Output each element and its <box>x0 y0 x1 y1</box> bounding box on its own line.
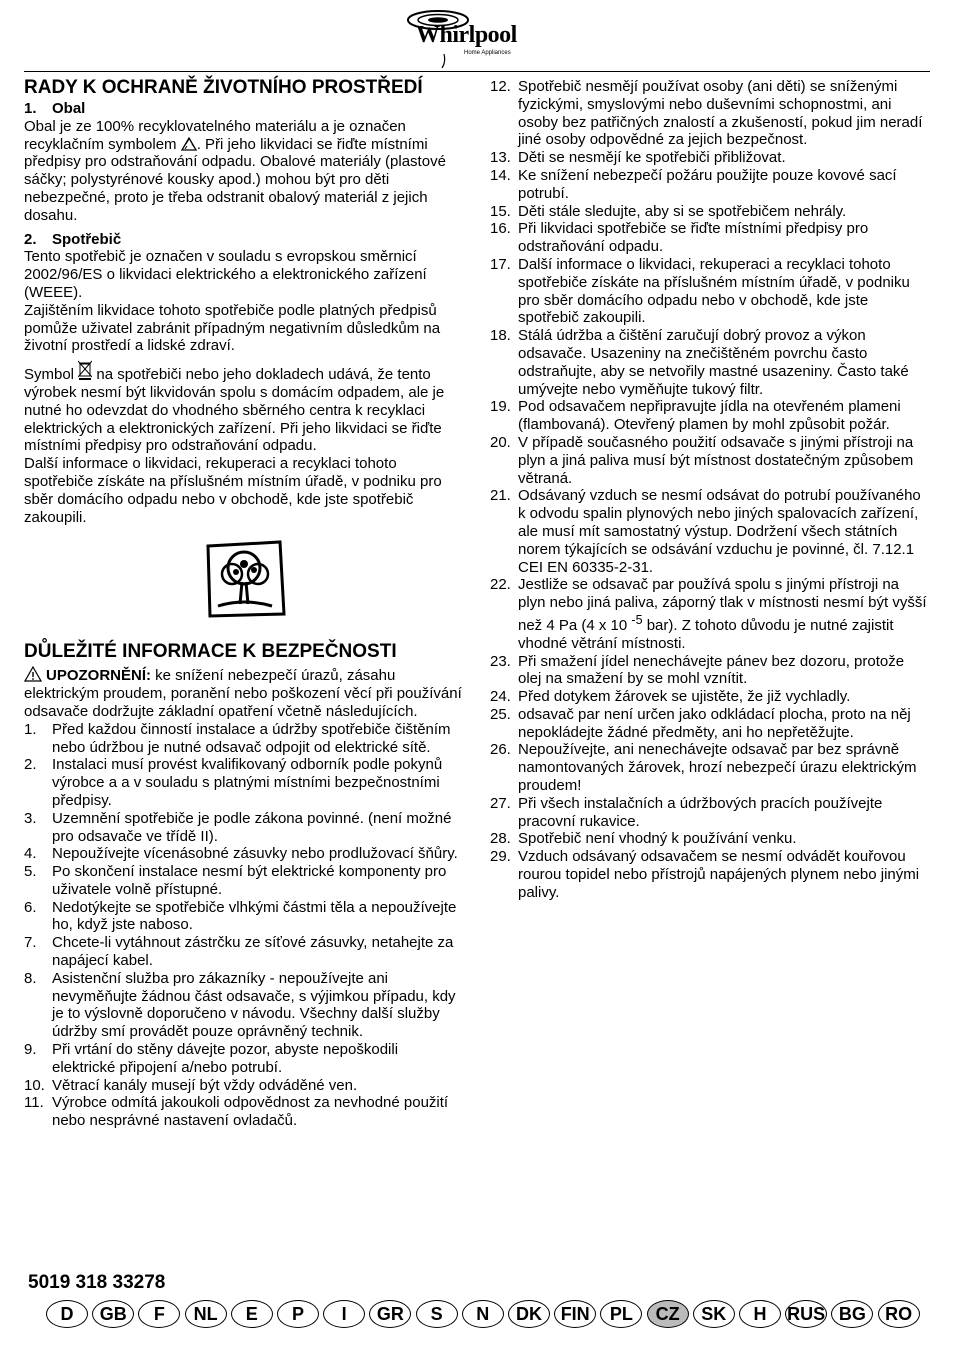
list-item <box>24 1094 464 1130</box>
list-item <box>490 830 930 848</box>
appliance-text-2: Zajištěním likvidace tohoto spotřebiče podle platných předpisů pomůže uživatel zabránit případným negativním důsledkům na životní prostředí a lidské zdraví. <box>24 301 441 355</box>
language-bg-button[interactable]: BG <box>831 1300 873 1328</box>
section-title: Spotřebič <box>52 230 122 248</box>
list-item <box>490 487 930 576</box>
item-text <box>518 576 927 651</box>
environment-tree-icon <box>204 540 286 618</box>
item-text: Při smažení jídel nenechávejte pánev bez dozoru, protože olej na smažení by se mohl vznítit. <box>518 652 905 688</box>
item-number: 27. <box>490 794 511 812</box>
item-number: 26. <box>490 741 511 759</box>
language-f-button[interactable]: F <box>138 1300 180 1328</box>
list-item <box>24 845 464 863</box>
item-text-b: bar). Z tohoto důvodu je nutné zajistit vhodné větrání místnosti. <box>518 616 894 652</box>
safety-title: DŮLEŽITÉ INFORMACE K BEZPEČNOSTI <box>24 641 397 663</box>
item-text: V případě současného použití odsavače s jinými přístroji na plyn a jiná paliva musí být místnost dostatečným způsobem větraná. <box>518 433 914 487</box>
whirlpool-logo <box>404 6 530 68</box>
list-item <box>490 149 930 167</box>
item-text: Odsávaný vzduch se nesmí odsávat do potrubí používaného k odvodu spalin plynových nebo jiných spalovacích zařízení, ale musí mít samostatný výstup. Dodržení všech státních norem týkajících se odsávání vzduchu je povinné, čl. 7.12.1 CEI EN 60335-2-31. <box>518 487 921 576</box>
weee-bin-icon <box>78 359 92 381</box>
product-code: 5019 318 33278 <box>28 1272 166 1293</box>
item-number: 28. <box>490 830 511 848</box>
item-number: 12. <box>490 78 511 95</box>
item-number: 25. <box>490 705 511 723</box>
left-column <box>24 78 464 1130</box>
item-number: 16. <box>490 220 511 238</box>
item-number: 6. <box>24 898 37 916</box>
language-s-button[interactable]: S <box>416 1300 458 1328</box>
item-number: 10. <box>24 1076 45 1094</box>
packaging-text <box>24 118 464 225</box>
language-dk-button[interactable]: DK <box>508 1300 550 1328</box>
language-sk-button[interactable]: SK <box>693 1300 735 1328</box>
list-item <box>24 721 464 757</box>
item-number: 7. <box>24 934 37 952</box>
list-item <box>490 576 930 652</box>
language-n-button[interactable]: N <box>462 1300 504 1328</box>
item-text: Další informace o likvidaci, rekuperaci a recyklaci tohoto spotřebiče získáte na příslušném místním úřadě, v podniku pro sběr domácího odpadu nebo v obchodě, kde jste spotřebič zakoupili. <box>518 255 910 327</box>
item-text: Nepoužívejte vícenásobné zásuvky nebo prodlužovací šňůry. <box>52 845 458 863</box>
list-item <box>24 863 464 899</box>
section-appliance-heading <box>24 231 464 249</box>
packaging-text-a: Obal je ze 100% recyklovatelného materiálu a je označen recyklačním symbolem <box>24 117 406 153</box>
language-cz-button[interactable]: CZ <box>647 1300 689 1328</box>
item-text: Při likvidaci spotřebiče se řiďte místními předpisy pro odstraňování odpadu. <box>518 220 869 256</box>
language-nl-button[interactable]: NL <box>185 1300 227 1328</box>
item-text: Před každou činností instalace a údržby spotřebiče čištěním nebo údržbou je nutné odsavač odpojit od elektrické sítě. <box>52 720 451 756</box>
list-item <box>24 810 464 846</box>
appliance-text-3a: Symbol <box>24 366 79 384</box>
item-text: Nedotýkejte se spotřebiče vlhkými částmi těla a nepoužívejte ho, když jste naboso. <box>52 898 457 934</box>
language-p-button[interactable]: P <box>277 1300 319 1328</box>
item-text: Při vrtání do stěny dávejte pozor, abyste nepoškodili elektrické připojení a/nebo potrubí. <box>52 1041 399 1076</box>
item-number: 2. <box>24 756 37 774</box>
item-text: Instalaci musí provést kvalifikovaný odborník podle pokynů výrobce a a v souladu s platnými místními bezpečnostními předpisy. <box>52 756 443 809</box>
item-text: Děti stále sledujte, aby si se spotřebičem nehrály. <box>518 202 847 220</box>
item-number: 1. <box>24 720 37 738</box>
appliance-text-3b: na spotřebiči nebo jeho dokladech udává, že tento výrobek nesmí být likvidován spolu s domácím odpadem, ale je nutné ho odevzdat do vhodného sběrného centra k recyklaci elektrických a elektronických zařízení. Při jeho likvidaci se řiďte místními předpisy pro odstraňování odpadu. <box>24 366 445 455</box>
language-ro-button[interactable]: RO <box>878 1300 920 1328</box>
list-item <box>490 256 930 327</box>
item-text: Větrací kanály musejí být vždy odváděné ven. <box>52 1076 358 1094</box>
item-text: Nepoužívejte, ani nenechávejte odsavač par bez správně namontovaných žárovek, hrozí nebezpečí úrazu elektrickým proudem! <box>518 741 917 795</box>
exponent: -5 <box>631 612 643 627</box>
item-text: Chcete-li vytáhnout zástrčku ze síťové zásuvky, netahejte za napájecí kabel. <box>52 934 454 970</box>
language-selector <box>46 1300 926 1330</box>
item-text: Při všech instalačních a údržbových pracích používejte pracovní rukavice. <box>518 794 883 830</box>
appliance-text-1: Tento spotřebič je označen v souladu s evropskou směrnicí 2002/96/ES o likvidaci elektrického a elektronického zařízení (WEEE). <box>24 248 427 301</box>
header-rule <box>24 71 930 72</box>
item-number: 14. <box>490 166 511 184</box>
item-number: 21. <box>490 487 511 505</box>
list-item <box>24 899 464 935</box>
section-title: Obal <box>52 100 86 117</box>
list-item <box>490 203 930 221</box>
list-item <box>490 398 930 434</box>
list-item <box>490 741 930 794</box>
item-number: 8. <box>24 969 37 987</box>
item-number: 22. <box>490 576 511 594</box>
right-column <box>490 78 930 902</box>
list-item <box>490 653 930 689</box>
list-item <box>490 220 930 256</box>
language-gr-button[interactable]: GR <box>369 1300 411 1328</box>
item-number: 23. <box>490 652 511 670</box>
warning-text: ke snížení nebezpečí úrazů, zásahu elektrickým proudem, poranění nebo poškození věcí při používání odsavače dodržujte základní opatření včetně následujících. <box>24 667 462 720</box>
section-number: 2. <box>24 230 37 248</box>
list-item <box>24 1077 464 1095</box>
item-text: odsavač par není určen jako odkládací plocha, proto na něj nepokládejte žádné předměty, ani ho nepřetěžujte. <box>518 705 911 741</box>
item-text: Před dotykem žárovek se ujistěte, že již vychladly. <box>518 688 851 706</box>
brand-subtitle: Home Appliances <box>464 50 511 56</box>
item-number: 20. <box>490 433 511 451</box>
list-item <box>24 1041 464 1077</box>
recycle-icon <box>181 137 197 151</box>
brand-wordmark: Whirlpool <box>416 22 517 48</box>
item-number: 4. <box>24 845 37 863</box>
packaging-text-b: . Při jeho likvidaci se řiďte místními předpisy pro odstraňování odpadu. Obalové materiály (plastové sáčky; polystyrénové kousky apod.) mohou být pro děti nebezpečné, proto je třeba odstranit obalový materiál z jejich dosahu. <box>24 135 446 224</box>
item-text: Po skončení instalace nesmí být elektrické komponenty pro uživatele volně přístupné. <box>52 863 447 898</box>
language-rus-button[interactable]: RUS <box>785 1300 827 1328</box>
item-number: 29. <box>490 848 511 866</box>
item-number: 19. <box>490 398 511 416</box>
language-i-button[interactable]: I <box>323 1300 365 1328</box>
item-text: Děti se nesmějí ke spotřebiči přibližovat. <box>518 149 786 167</box>
list-item <box>490 706 930 742</box>
item-text: Asistenční služba pro zákazníky - nepoužívejte ani nevyměňujte žádnou část odsavače, s výjimkou případu, kdy je to výslovně doporučeno v návodu. Všechny další služby údržby smí provádět pouze oprávněný technik. <box>52 969 456 1041</box>
item-number: 5. <box>24 863 37 881</box>
safety-warning <box>24 666 464 720</box>
item-number: 13. <box>490 149 511 167</box>
list-item <box>490 848 930 901</box>
item-text: Stálá údržba a čištění zaručují dobrý provoz a výkon odsavače. Usazeniny na znečištěném povrchu často odstraňujte, aby se netvořily mastné usazeniny. Často také umývejte nebo vyměňujte tukový filtr. <box>518 327 909 398</box>
item-number: 24. <box>490 688 511 706</box>
safety-list-left <box>24 721 464 1130</box>
list-item <box>490 327 930 398</box>
list-item <box>490 795 930 831</box>
list-item <box>24 756 464 809</box>
item-number: 9. <box>24 1041 37 1059</box>
list-item <box>490 167 930 203</box>
language-d-button[interactable]: D <box>46 1300 88 1328</box>
language-gb-button[interactable]: GB <box>92 1300 134 1328</box>
list-item <box>490 78 930 149</box>
item-text: Ke snížení nebezpečí požáru použijte pouze kovové sací potrubí. <box>518 166 897 202</box>
list-item <box>24 934 464 970</box>
appliance-text-4: Další informace o likvidaci, rekuperaci a recyklaci tohoto spotřebiče získáte na příslušném místním úřadě, v podniku pro sběr domácího odpadu nebo v obchodě, kde jste spotřebič zakoupili. <box>24 455 442 526</box>
section-packaging-heading <box>24 100 464 118</box>
item-text: Výrobce odmítá jakoukoli odpovědnost za nevhodné použití nebo nesprávné nastavení ovladačů. <box>52 1094 449 1130</box>
list-item <box>24 970 464 1041</box>
warning-label: UPOZORNĚNÍ: <box>46 667 151 685</box>
item-text-a: Jestliže se odsavač par používá spolu s jinými přístroji na plyn nebo jiná paliva, záporný tlak v místnosti nesmí být vyšší než 4 Pa (4 x 10 <box>518 576 927 634</box>
list-item <box>490 434 930 487</box>
item-text: Uzemnění spotřebiče je podle zákona povinné. (není možné pro odsavače ve třídě II). <box>52 809 452 845</box>
item-text: Spotřebič není vhodný k používání venku. <box>518 830 797 848</box>
section-number: 1. <box>24 100 37 117</box>
warning-icon <box>24 666 42 682</box>
item-number: 15. <box>490 202 511 220</box>
item-text: Pod odsavačem nepřipravujte jídla na otevřeném plameni (flambovaná). Otevřený plamen by mohl způsobit požár. <box>518 398 901 434</box>
appliance-text-3 <box>24 359 464 455</box>
env-title: RADY K OCHRANĚ ŽIVOTNÍHO PROSTŘEDÍ <box>24 77 423 98</box>
language-e-button[interactable]: E <box>231 1300 273 1328</box>
item-number: 18. <box>490 327 511 345</box>
list-item <box>490 688 930 706</box>
safety-list-right <box>490 78 930 902</box>
item-number: 17. <box>490 255 511 273</box>
language-pl-button[interactable]: PL <box>600 1300 642 1328</box>
language-fin-button[interactable]: FIN <box>554 1300 596 1328</box>
language-h-button[interactable]: H <box>739 1300 781 1328</box>
item-text: Vzduch odsávaný odsavačem se nesmí odvádět kouřovou rourou topidel nebo přístrojů napájených plynem nebo jinými palivy. <box>518 848 920 901</box>
item-number: 11. <box>24 1094 44 1112</box>
item-number: 3. <box>24 809 37 827</box>
item-text: Spotřebič nesmějí používat osoby (ani děti) se sníženými fyzickými, smyslovými nebo duševními schopnostmi, ani osoby bez patřičných znalostí a zkušeností, pokud jim neradí jiné osoby odpovědné za jejich bezpečnost. <box>518 78 923 149</box>
